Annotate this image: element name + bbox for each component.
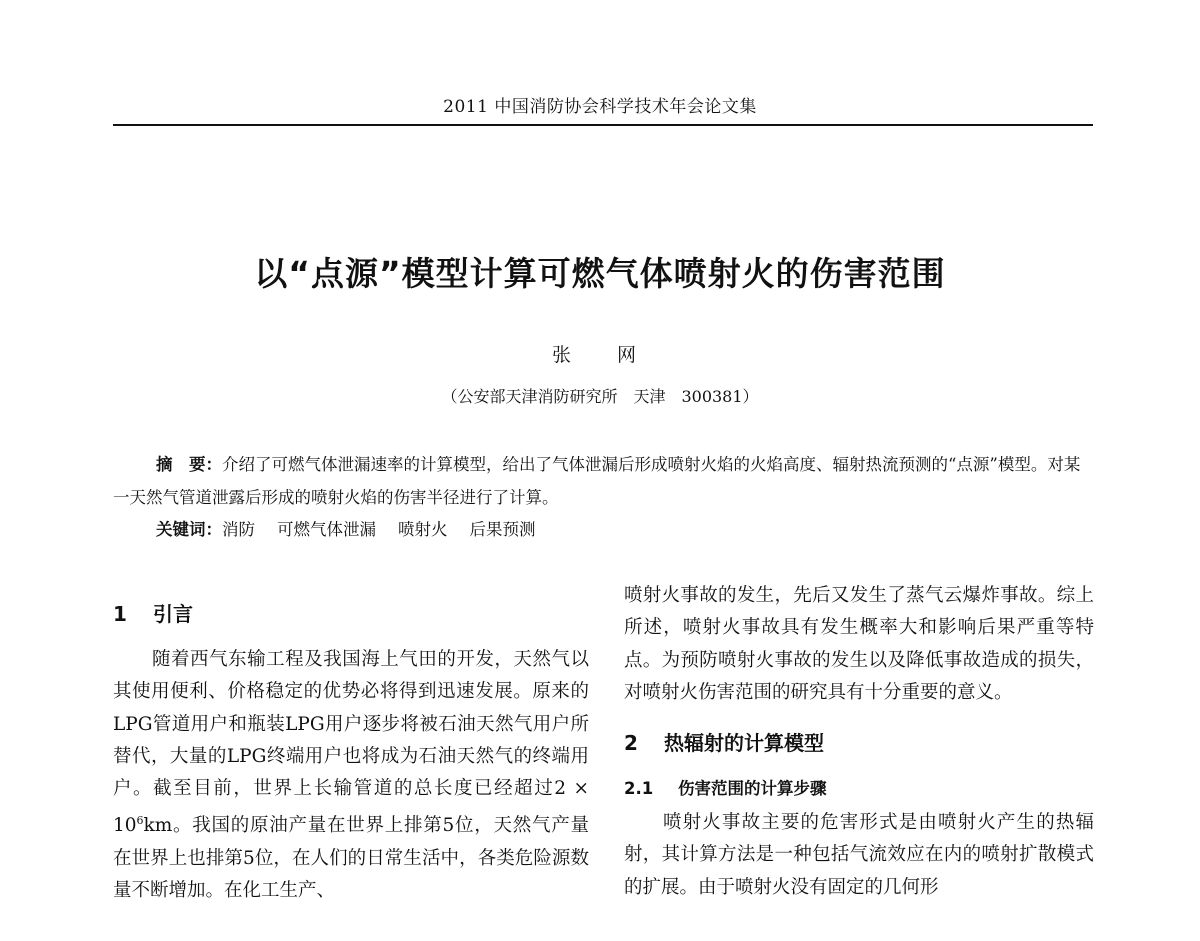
keywords-label: 关键词： bbox=[156, 520, 222, 539]
right-column bbox=[624, 580, 1094, 904]
section-2-1-number: 2.1 bbox=[624, 779, 654, 799]
section-1-title: 引言 bbox=[153, 602, 193, 626]
section-1-heading bbox=[113, 602, 589, 626]
header-rule bbox=[113, 124, 1093, 126]
author-name: 张 网 bbox=[551, 344, 657, 366]
section-2-number: 2 bbox=[624, 731, 638, 756]
keyword: 可燃气体泄漏 bbox=[277, 520, 376, 539]
keyword: 喷射火 bbox=[398, 520, 448, 539]
abstract-label: 摘 要： bbox=[156, 455, 222, 474]
intro-text-part2: km。我国的原油产量在世界上排第5位，天然气产量在世界上也排第5位，在人们的日常生活中，各类危险源数量不断增加。在化工生产、 bbox=[113, 815, 589, 902]
section-2-1-title: 伤害范围的计算步骤 bbox=[678, 779, 827, 799]
paragraph-continued: 喷射火事故的发生，先后又发生了蒸气云爆炸事故。综上所述，喷射火事故具有发生概率大和影响后果严重等特点。为预防喷射火事故的发生以及降低事故造成的损失，对喷射火伤害范围的研究具有十分重要的意义。 bbox=[624, 585, 1094, 703]
section-2-title: 热辐射的计算模型 bbox=[664, 731, 824, 756]
exponent: 6 bbox=[136, 814, 144, 828]
running-header: 2011 中国消防协会科学技术年会论文集 bbox=[443, 97, 757, 117]
section-2-1-paragraph: 喷射火事故主要的危害形式是由喷射火产生的热辐射，其计算方法是一种包括气流效应在内的喷射扩散模式的扩展。由于喷射火没有固定的几何形 bbox=[624, 812, 1094, 898]
keyword: 消防 bbox=[222, 520, 255, 539]
section-1-number: 1 bbox=[113, 602, 127, 626]
keyword: 后果预测 bbox=[469, 520, 536, 539]
intro-text-part1: 随着西气东输工程及我国海上气田的开发，天然气以其使用便利、价格稳定的优势必将得到迅速发展。原来的LPG管道用户和瓶装LPG用户逐步将被石油天然气用户所替代，大量的LPG终端用户也将成为石油天然气的终端用户。截至目前，世界上长输管道的总长度已经超过2 × 10 bbox=[113, 649, 589, 837]
abstract bbox=[113, 448, 1093, 514]
author-affiliation: （公安部天津消防研究所 天津 300381） bbox=[441, 387, 759, 406]
intro-paragraph bbox=[113, 644, 589, 908]
abstract-text: 介绍了可燃气体泄漏速率的计算模型，给出了气体泄漏后形成喷射火焰的火焰高度、辐射热流预测的“点源”模型。对某一天然气管道泄露后形成的喷射火焰的伤害半径进行了计算。 bbox=[113, 455, 1081, 507]
section-2-heading bbox=[624, 731, 1094, 755]
left-column bbox=[113, 580, 589, 908]
section-2-1-heading bbox=[624, 777, 1094, 801]
paper-title: 以“点源”模型计算可燃气体喷射火的伤害范围 bbox=[254, 254, 946, 293]
keywords bbox=[156, 516, 1093, 544]
